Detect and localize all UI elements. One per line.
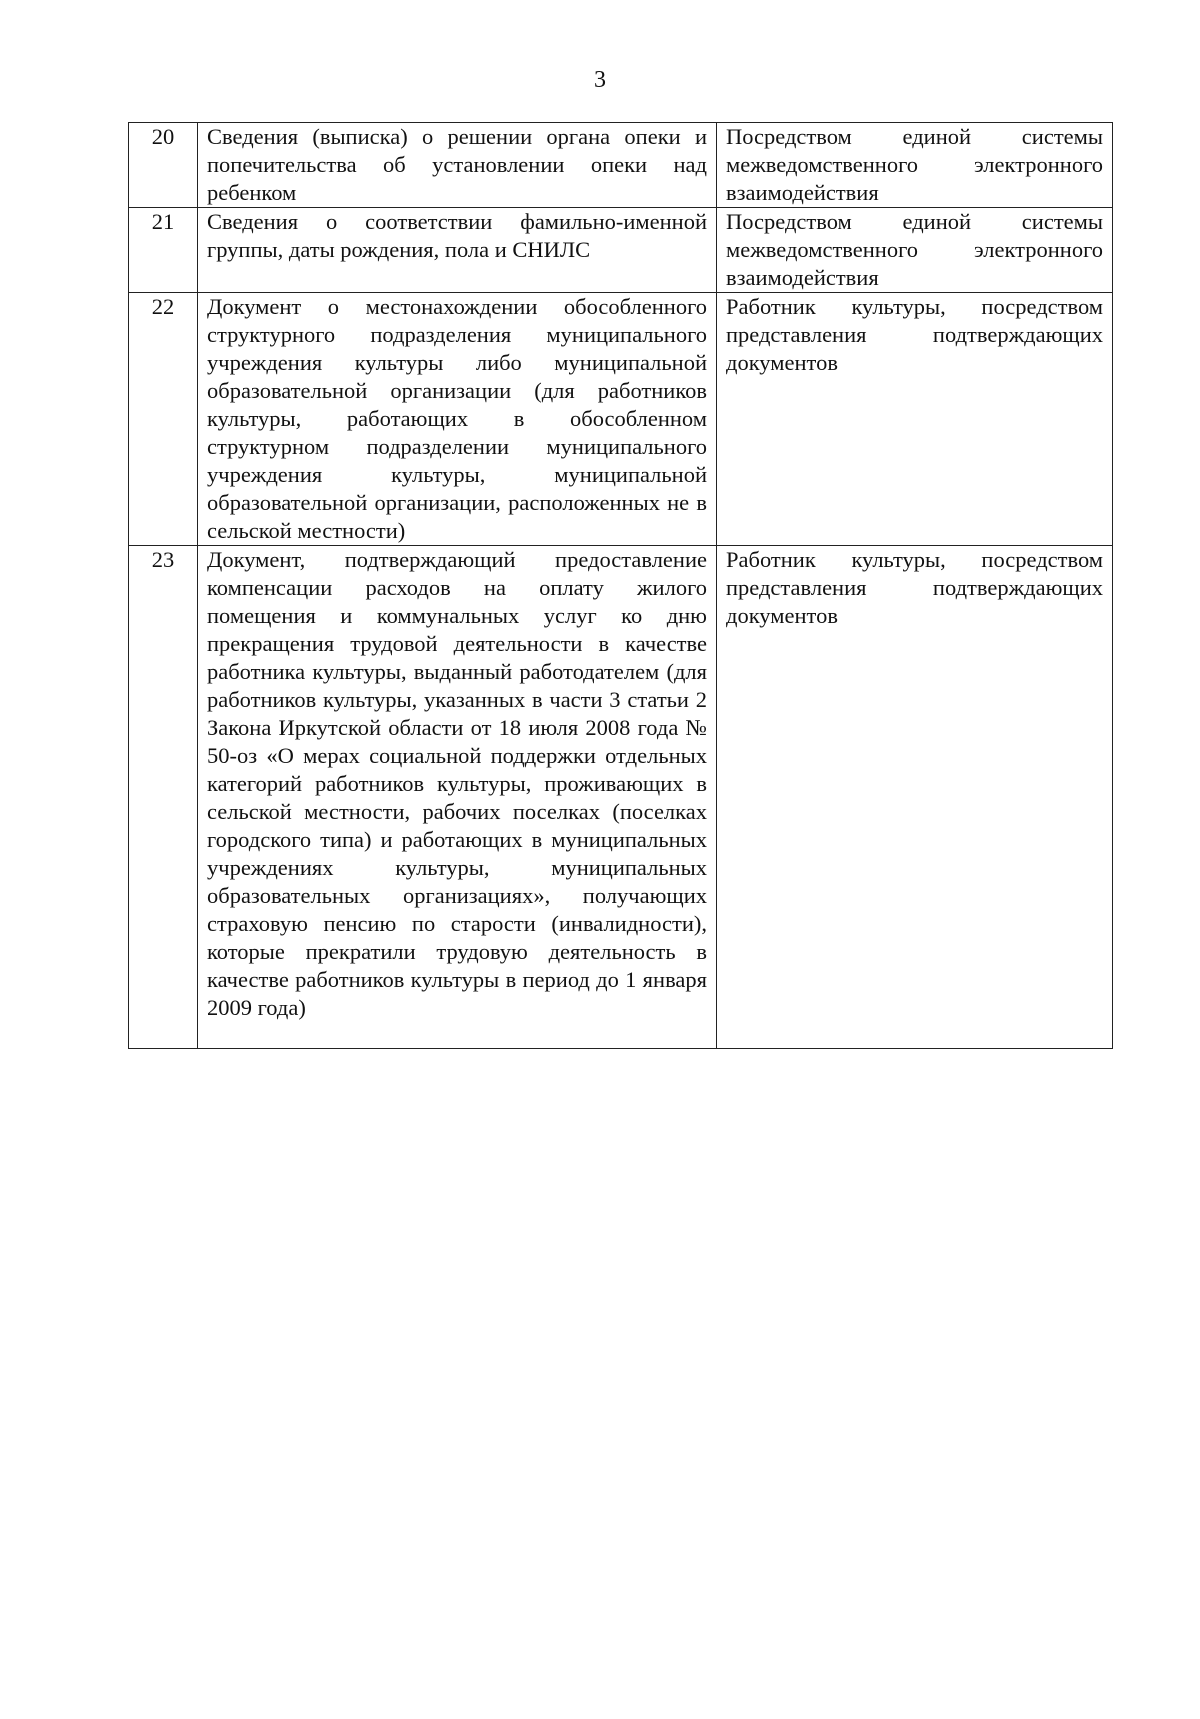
table-row	[129, 293, 1113, 546]
row-number: 21	[129, 208, 198, 293]
table-row	[129, 546, 1113, 1049]
document-description: Документ, подтверждающий предоставление компенсации расходов на оплату жилого помещения и коммунальных услуг ко дню прекращения трудовой деятельности в качестве работника культуры, выданный работодателем (для работников культуры, указанных в части 3 статьи 2 Закона Иркутской области от 18 июля 2008 года № 50-оз «О мерах социальной поддержки отдельных категорий работников культуры, проживающих в сельской местности, рабочих поселках (поселках городского типа) и работающих в муниципальных учреждениях культуры, муниципальных образовательных организациях», получающих страховую пенсию по старости (инвалидности), которые прекратили трудовую деятельность в качестве работников культуры в период до 1 января 2009 года)	[198, 546, 717, 1049]
table-row	[129, 123, 1113, 208]
page-number: 3	[594, 67, 606, 93]
submission-method: Посредством единой системы межведомственного электронного взаимодействия	[717, 208, 1113, 293]
row-number: 22	[129, 293, 198, 546]
document-description: Сведения о соответствии фамильно-именной группы, даты рождения, пола и СНИЛС	[198, 208, 717, 293]
document-description: Документ о местонахождении обособленного структурного подразделения муниципального учреждения культуры либо муниципальной образовательной организации (для работников культуры, работающих в обособленном структурном подразделении муниципального учреждения культуры, муниципальной образовательной организации, расположенных не в сельской местности)	[198, 293, 717, 546]
table-row	[129, 208, 1113, 293]
submission-method: Посредством единой системы межведомственного электронного взаимодействия	[717, 123, 1113, 208]
row-number: 23	[129, 546, 198, 1049]
submission-method: Работник культуры, посредством представления подтверждающих документов	[717, 546, 1113, 1049]
documents-table	[128, 122, 1113, 1049]
submission-method: Работник культуры, посредством представления подтверждающих документов	[717, 293, 1113, 546]
row-number: 20	[129, 123, 198, 208]
document-description: Сведения (выписка) о решении органа опеки и попечительства об установлении опеки над ребенком	[198, 123, 717, 208]
